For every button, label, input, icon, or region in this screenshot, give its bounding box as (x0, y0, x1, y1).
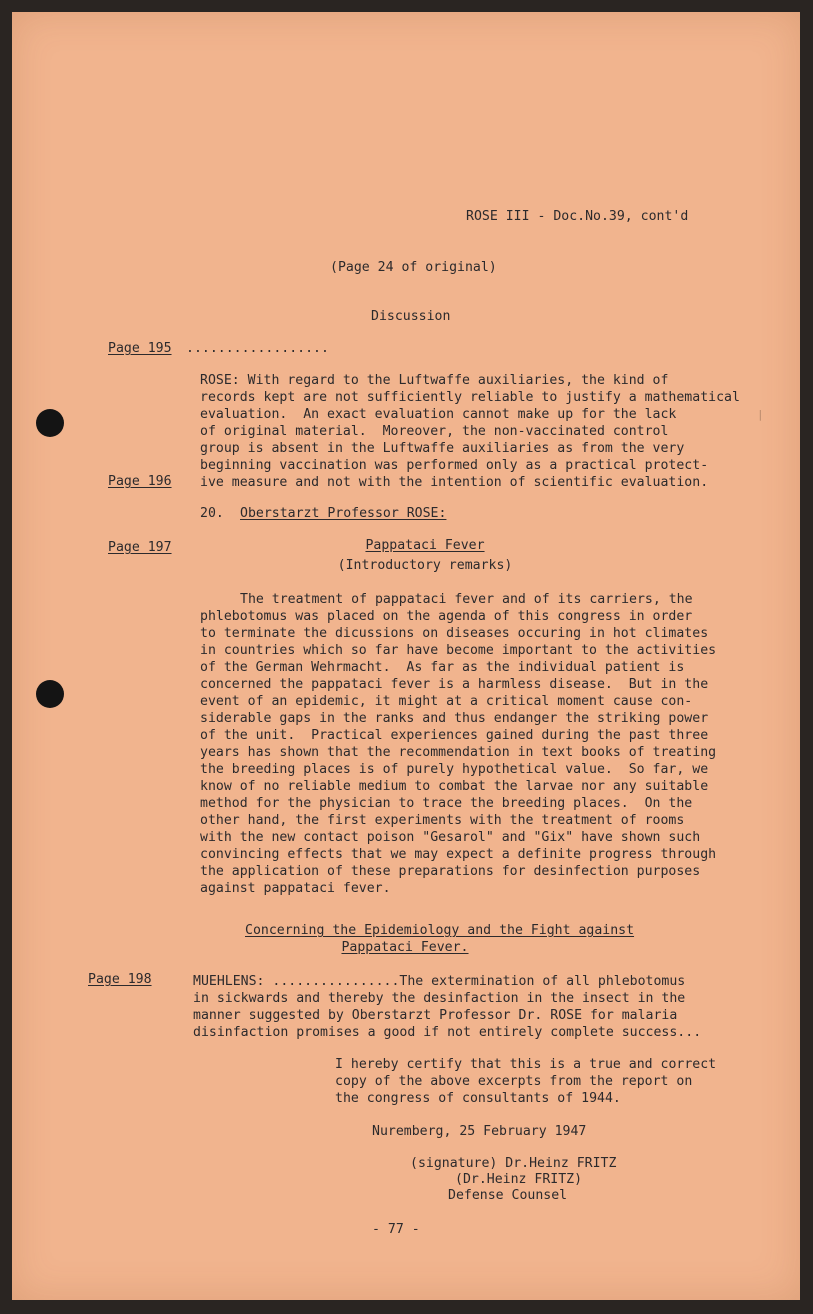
main-line: phlebotomus was placed on the agenda of this congress in order (200, 609, 693, 624)
margin-page-197: Page 197 (108, 540, 172, 555)
margin-page-196: Page 196 (108, 474, 172, 489)
main-line: years has shown that the recommendation in text books of treating (200, 745, 717, 760)
place-date: Nuremberg, 25 February 1947 (372, 1124, 587, 1139)
signature-line: (Dr.Heinz FRITZ) (455, 1172, 583, 1187)
rose-line: evaluation. An exact evaluation cannot make up for the lack (200, 407, 677, 422)
item-number: 20. (200, 506, 224, 521)
rose-line: of original material. Moreover, the non-vaccinated control (200, 424, 669, 439)
signature-line: Defense Counsel (448, 1188, 568, 1203)
rose-line: ive measure and not with the intention of scientific evaluation. (200, 475, 709, 490)
muehlens-line: MUEHLENS: ................The extermination of all phlebotomus (193, 974, 686, 989)
main-line: of the German Wehrmacht. As far as the individual patient is (200, 660, 685, 675)
paper-blemish: | (757, 408, 764, 421)
main-line: event of an epidemic, it might at a critical moment cause con- (200, 694, 693, 709)
main-line: convincing effects that we may expect a definite progress through (200, 847, 717, 862)
original-page-ref: (Page 24 of original) (330, 260, 497, 275)
main-line: to terminate the dicussions on diseases occuring in hot climates (200, 626, 709, 641)
main-line: in countries which so far have become important to the activities (200, 643, 717, 658)
rose-line: ROSE: With regard to the Luftwaffe auxiliaries, the kind of (200, 373, 669, 388)
main-line: other hand, the first experiments with the treatment of rooms (200, 813, 685, 828)
page195-dots: .................. (186, 341, 329, 356)
muehlens-line: in sickwards and thereby the desinfaction in the insect in the (193, 991, 686, 1006)
certification-line: the congress of consultants of 1944. (335, 1091, 621, 1106)
punch-hole-bottom (36, 680, 64, 708)
page-number: - 77 - (372, 1222, 420, 1237)
rose-line: beginning vaccination was performed only as a practical protect- (200, 458, 709, 473)
main-line: method for the physician to trace the breeding places. On the (200, 796, 693, 811)
rose-line: records kept are not sufficiently reliable to justify a mathematical (200, 390, 740, 405)
margin-page-195: Page 195 (108, 341, 172, 356)
main-line: know of no reliable medium to combat the larvae nor any suitable (200, 779, 709, 794)
punch-hole-top (36, 409, 64, 437)
lecture-title: Pappataci Fever (365, 538, 485, 553)
item-heading: Oberstarzt Professor ROSE: (240, 506, 447, 521)
main-line: concerned the pappataci fever is a harmless disease. But in the (200, 677, 709, 692)
margin-page-198: Page 198 (88, 972, 152, 987)
epidemiology-heading-line1: Concerning the Epidemiology and the Fight against (245, 923, 635, 938)
main-line: siderable gaps in the ranks and thus endanger the striking power (200, 711, 709, 726)
doc-reference: ROSE III - Doc.No.39, cont'd (466, 209, 689, 224)
epidemiology-heading-line2: Pappataci Fever. (341, 940, 469, 955)
main-line: the application of these preparations for desinfection purposes (200, 864, 701, 879)
rose-line: group is absent in the Luftwaffe auxiliaries as from the very (200, 441, 685, 456)
muehlens-line: manner suggested by Oberstarzt Professor Dr. ROSE for malaria (193, 1008, 678, 1023)
certification-line: I hereby certify that this is a true and correct (335, 1057, 717, 1072)
main-line: of the unit. Practical experiences gained during the past three (200, 728, 709, 743)
section-title: Discussion (371, 309, 451, 324)
signature-line: (signature) Dr.Heinz FRITZ (410, 1156, 617, 1171)
certification-line: copy of the above excerpts from the report on (335, 1074, 693, 1089)
muehlens-line: disinfaction promises a good if not entirely complete success... (193, 1025, 702, 1040)
main-line: against pappataci fever. (200, 881, 391, 896)
main-line: The treatment of pappataci fever and of its carriers, the (240, 592, 693, 607)
lecture-subtitle: (Introductory remarks) (337, 558, 513, 573)
main-line: the breeding places is of purely hypothetical value. So far, we (200, 762, 709, 777)
main-line: with the new contact poison "Gesarol" and "Gix" have shown such (200, 830, 701, 845)
